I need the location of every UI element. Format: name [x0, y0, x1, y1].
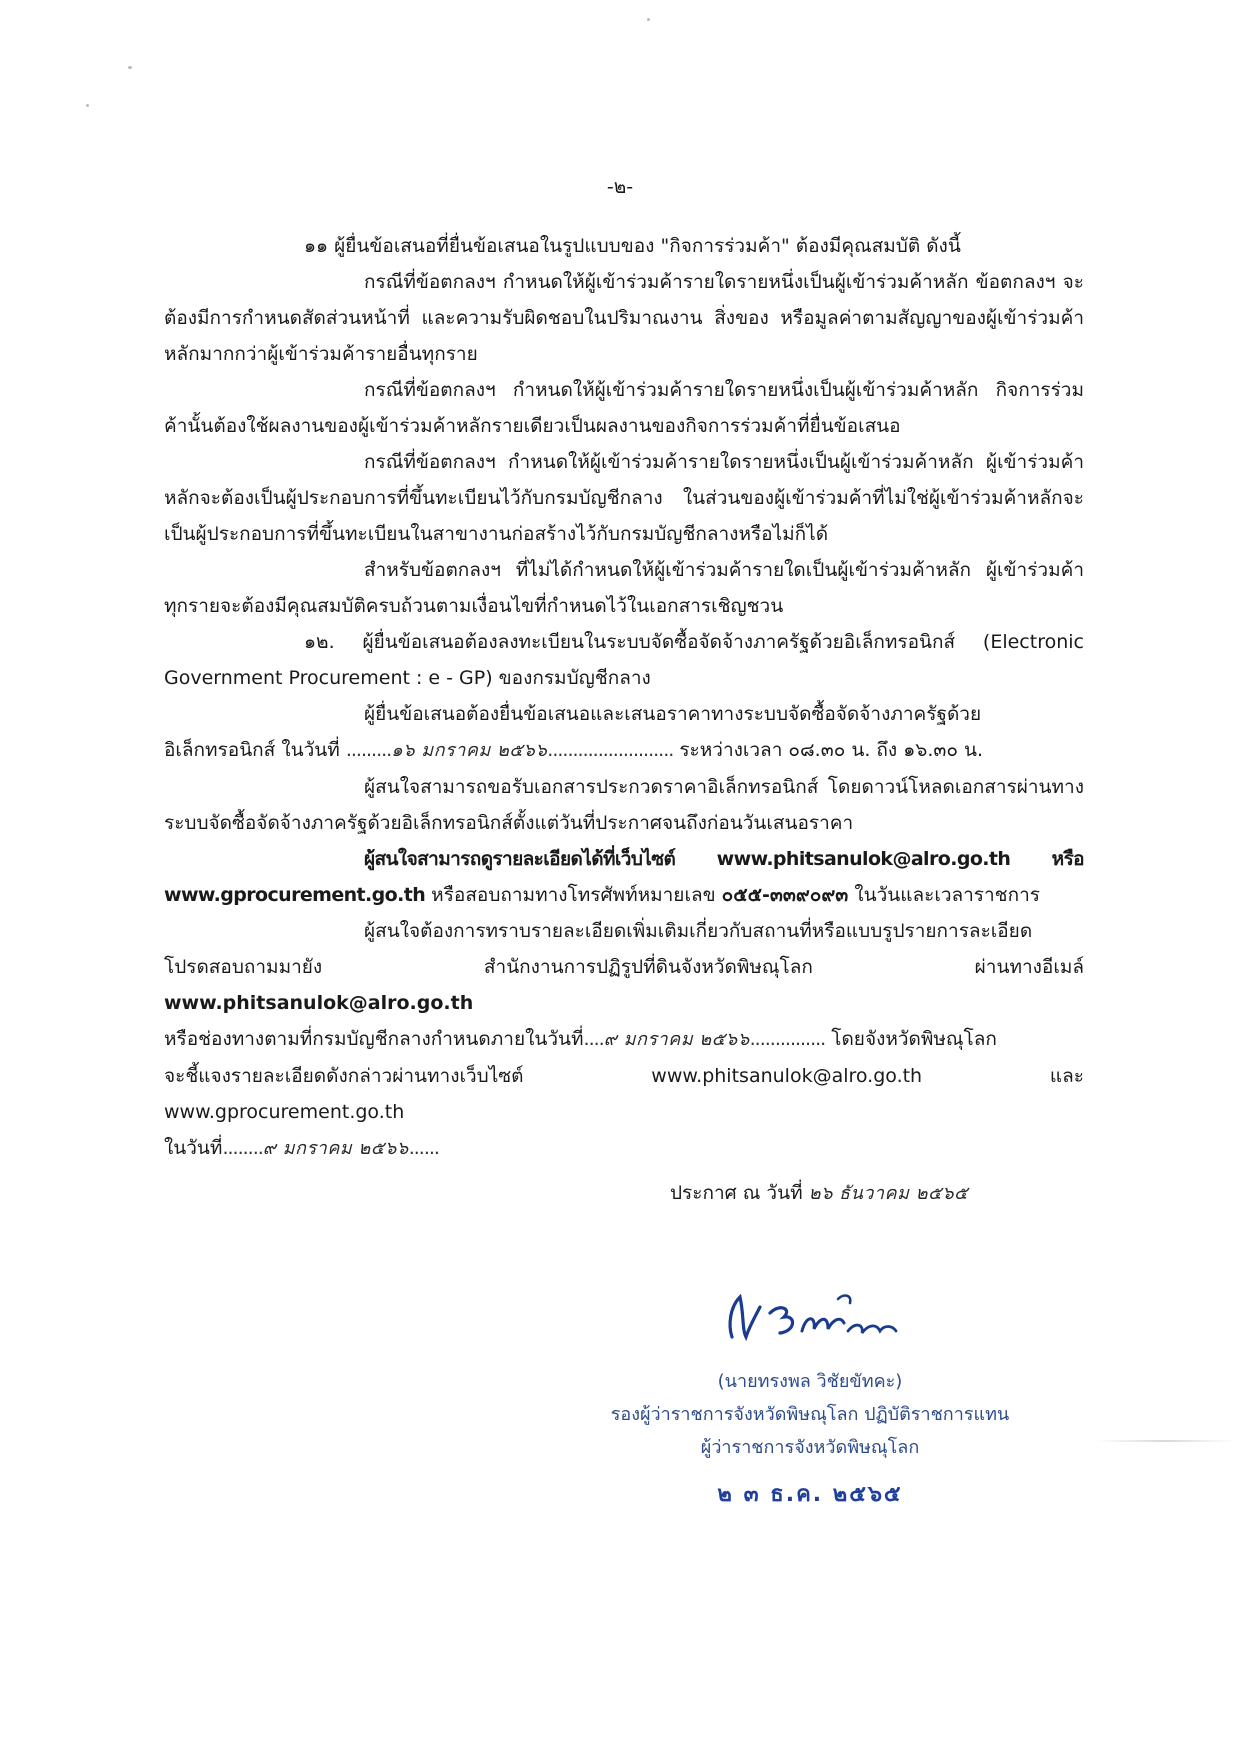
- inquiry-deadline-handwritten: ๙ มกราคม ๒๕๖๖: [603, 1029, 750, 1050]
- inquiry-line-4: จะชี้แจงรายละเอียดดังกล่าวผ่านทางเว็บไซต์ www.phitsanulok@alro.go.th และ www.gprocurement.go.th: [164, 1065, 1084, 1123]
- contact-lead: ผู้สนใจสามารถดูรายละเอียดได้ที่เว็บไซต์: [364, 848, 676, 870]
- signatory-position-2: ผู้ว่าราชการจังหวัดพิษณุโลก: [700, 1437, 920, 1458]
- announcement-line: [670, 1178, 968, 1208]
- submission-paragraph: [164, 696, 1084, 769]
- clause-11-case-2: กรณีที่ข้อตกลงฯ กำหนดให้ผู้เข้าร่วมค้ารายใดรายหนึ่งเป็นผู้เข้าร่วมค้าหลัก กิจการร่วมค้านั้นต้องใช้ผลงานของผู้เข้าร่วมค้าหลักรายเดียวเป็นผลงานของกิจการร่วมค้าที่ยื่นข้อเสนอ: [164, 379, 1084, 437]
- dotted-leader: ....: [583, 1028, 604, 1050]
- scan-speck: [647, 18, 650, 21]
- inquiry-deadline-suffix: โดยจังหวัดพิษณุโลก: [831, 1028, 997, 1050]
- submission-date-handwritten: ๑๖ มกราคม ๒๕๖๖: [391, 740, 548, 761]
- dotted-leader: ........: [222, 1137, 263, 1159]
- submission-date-prefix: ในวันที่: [281, 739, 340, 761]
- inquiry-email[interactable]: www.phitsanulok@alro.go.th: [164, 992, 474, 1014]
- inquiry-line-1: ผู้สนใจต้องการทราบรายละเอียดเพิ่มเติมเกี่ยวกับสถานที่หรือแบบรูปรายการละเอียด: [364, 920, 1033, 942]
- contact-or: หรือ: [1051, 848, 1084, 870]
- contact-site-2[interactable]: www.gprocurement.go.th: [164, 884, 426, 906]
- announcement-prefix: ประกาศ ณ วันที่: [670, 1182, 803, 1204]
- document-body: [164, 228, 1084, 1167]
- scan-speck: [128, 66, 132, 69]
- dotted-leader: .........: [345, 739, 392, 761]
- contact-paragraph: [164, 841, 1084, 913]
- page-number: -๒-: [606, 176, 634, 198]
- dotted-leader: ......: [408, 1137, 439, 1159]
- inquiry-line-3: [164, 1021, 1084, 1058]
- inquiry-reply-handwritten: ๙ มกราคม ๒๕๖๖: [262, 1138, 409, 1159]
- scan-speck: [86, 104, 89, 107]
- inquiry-line-2-text: โปรดสอบถามมายัง สำนักงานการปฏิรูปที่ดินจังหวัดพิษณุโลก ผ่านทางอีเมล์: [164, 956, 1084, 978]
- clause-11-case-3: กรณีที่ข้อตกลงฯ กำหนดให้ผู้เข้าร่วมค้ารายใดรายหนึ่งเป็นผู้เข้าร่วมค้าหลัก ผู้เข้าร่วมค้าหลักจะต้องเป็นผู้ประกอบการที่ขึ้นทะเบียนไว้กับกรมบัญชีกลาง ในส่วนของผู้เข้าร่วมค้าที่ไม่ใช่ผู้เข้าร่วมค้าหลักจะเป็นผู้ประกอบการที่ขึ้นทะเบียนในสาขางานก่อสร้างไว้กับกรมบัญชีกลางหรือไม่ก็ได้: [164, 451, 1084, 545]
- inquiry-line-2: [164, 949, 1084, 1021]
- contact-phone: ๐๕๕-๓๓๙๐๙๓: [721, 884, 849, 906]
- contact-phone-suffix: ในวันและเวลาราชการ: [854, 884, 1040, 906]
- download-paragraph: ผู้สนใจสามารถขอรับเอกสารประกวดราคาอิเล็กทรอนิกส์ โดยดาวน์โหลดเอกสารผ่านทางระบบจัดซื้อจัดจ้างภาครัฐด้วยอิเล็กทรอนิกส์ตั้งแต่วันที่ประกาศจนถึงก่อนวันเสนอราคา: [164, 776, 1084, 834]
- clause-12: ๑๒. ผู้ยื่นข้อเสนอต้องลงทะเบียนในระบบจัดซื้อจัดจ้างภาครัฐด้วยอิเล็กทรอนิกส์ (Electronic Government Procurement : e - GP) ของกรมบัญชีกลาง: [164, 631, 1084, 689]
- inquiry-reply-prefix: ในวันที่: [164, 1137, 223, 1159]
- dotted-leader: ...............: [749, 1028, 826, 1050]
- clause-11-case-1: กรณีที่ข้อตกลงฯ กำหนดให้ผู้เข้าร่วมค้ารายใดรายหนึ่งเป็นผู้เข้าร่วมค้าหลัก ข้อตกลงฯ จะต้องมีการกำหนดสัดส่วนหน้าที่ และความรับผิดชอบในปริมาณงาน สิ่งของ หรือมูลค่าตามสัญญาของผู้เข้าร่วมค้าหลักมากกว่าผู้เข้าร่วมค้ารายอื่นทุกราย: [164, 271, 1084, 365]
- signatory-position-1: รองผู้ว่าราชการจังหวัดพิษณุโลก ปฏิบัติราชการแทน: [610, 1404, 1010, 1425]
- signature-block: [560, 1285, 1060, 1511]
- clause-11-case-4: สำหรับข้อตกลงฯ ที่ไม่ได้กำหนดให้ผู้เข้าร่วมค้ารายใดเป็นผู้เข้าร่วมค้าหลัก ผู้เข้าร่วมค้าทุกรายจะต้องมีคุณสมบัติครบถ้วนตามเงื่อนไขที่กำหนดไว้ในเอกสารเชิญชวน: [164, 559, 1084, 617]
- received-date-stamp: ๒ ๓ ธ.ค. ๒๕๖๕: [717, 1482, 903, 1507]
- inquiry-deadline-prefix: หรือช่องทางตามที่กรมบัญชีกลางกำหนดภายในวันที่: [164, 1028, 584, 1050]
- contact-phone-text: หรือสอบถามทางโทรศัพท์หมายเลข: [431, 884, 716, 906]
- handwritten-signature: [710, 1285, 910, 1355]
- announcement-day: ๒๖: [808, 1183, 833, 1204]
- dotted-leader: .........................: [547, 739, 674, 761]
- contact-site-1[interactable]: www.phitsanulok@alro.go.th: [716, 848, 1011, 870]
- clause-11-heading: ๑๑ ผู้ยื่นข้อเสนอที่ยื่นข้อเสนอในรูปแบบของ "กิจการร่วมค้า" ต้องมีคุณสมบัติ ดังนี้: [304, 235, 961, 257]
- inquiry-line-5: [164, 1130, 1084, 1167]
- submission-time: ระหว่างเวลา ๐๘.๓๐ น. ถึง ๑๖.๓๐ น.: [679, 739, 984, 761]
- announcement-month-year: ธันวาคม ๒๕๖๕: [838, 1183, 969, 1204]
- scan-mark: [1095, 1440, 1235, 1442]
- signatory-name: (นายทรงพล วิชัยขัทคะ): [717, 1371, 903, 1392]
- submission-lead: ผู้ยื่นข้อเสนอต้องยื่นข้อเสนอและเสนอราคาทางระบบจัดซื้อจัดจ้างภาครัฐด้วยอิเล็กทรอนิกส์: [164, 703, 982, 761]
